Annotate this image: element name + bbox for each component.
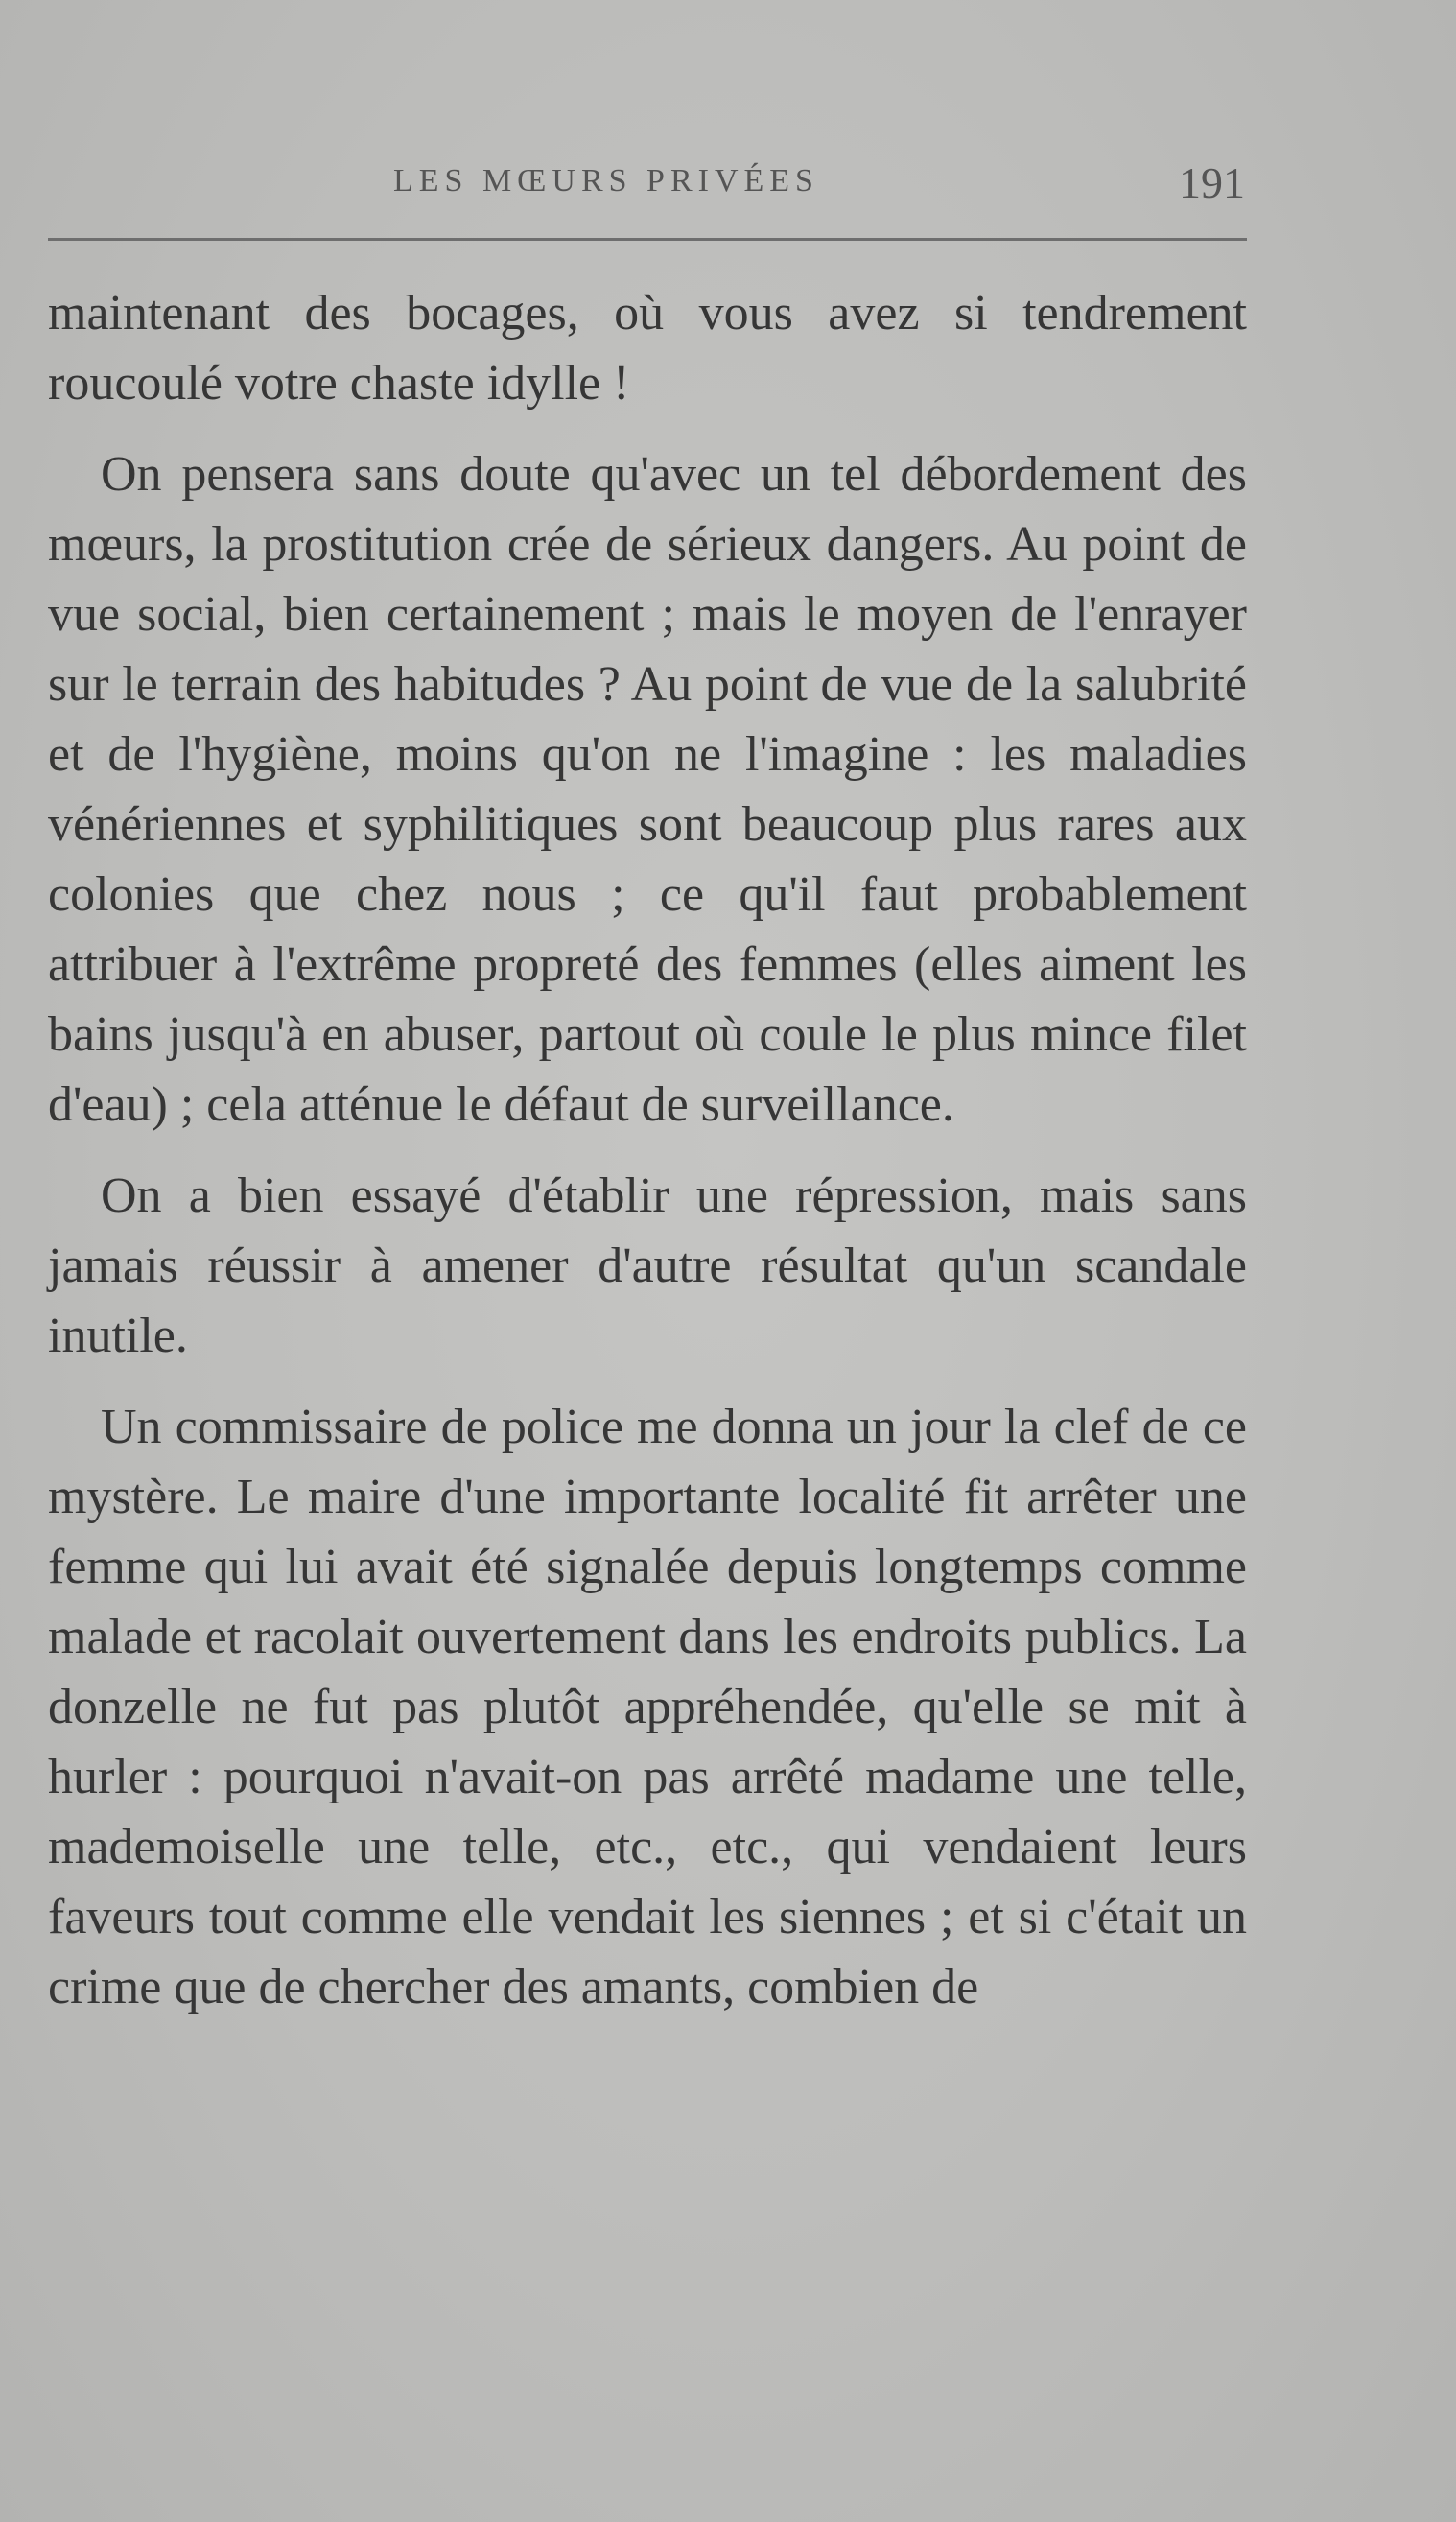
page-number: 191	[1179, 158, 1245, 207]
paragraph: On a bien essayé d'établir une répression, mais sans jamais réussir à amener d'autre résultat qu'un scandale inutile.	[48, 1168, 1247, 1363]
body-text	[48, 278, 1247, 2022]
running-title: LES MŒURS PRIVÉES	[393, 163, 819, 199]
paragraph: Un commissaire de police me donna un jour la clef de ce mystère. Le maire d'une importante localité fit arrêter une femme qui lui avait été signalée depuis longtemps comme malade et racolait ouvertement dans les endroits publics. La donzelle ne fut pas plutôt appréhendée, qu'elle se mit à hurler : pourquoi n'avait-on pas arrêté madame une telle, mademoiselle une telle, etc., etc., qui vendaient leurs faveurs tout comme elle vendait les siennes ; et si c'était un crime que de chercher des amants, combien de	[48, 1400, 1247, 2015]
paragraph-continuation: maintenant des bocages, où vous avez si tendrement roucoulé votre chaste idylle !	[48, 286, 1247, 411]
paragraph: On pensera sans doute qu'avec un tel débordement des mœurs, la prostitution crée de sérieux dangers. Au point de vue social, bien certainement ; mais le moyen de l'enrayer sur le terrain des habitudes ? Au point de vue de la salubrité et de l'hygiène, moins qu'on ne l'imagine : les maladies vénériennes et syphilitiques sont beaucoup plus rares aux colonies que chez nous ; ce qu'il faut probablement attribuer à l'extrême propreté des femmes (elles aiment les bains jusqu'à en abuser, partout où coule le plus mince filet d'eau) ; cela atténue le défaut de surveillance.	[48, 447, 1247, 1132]
header-rule	[48, 238, 1247, 241]
running-header	[48, 158, 1245, 221]
